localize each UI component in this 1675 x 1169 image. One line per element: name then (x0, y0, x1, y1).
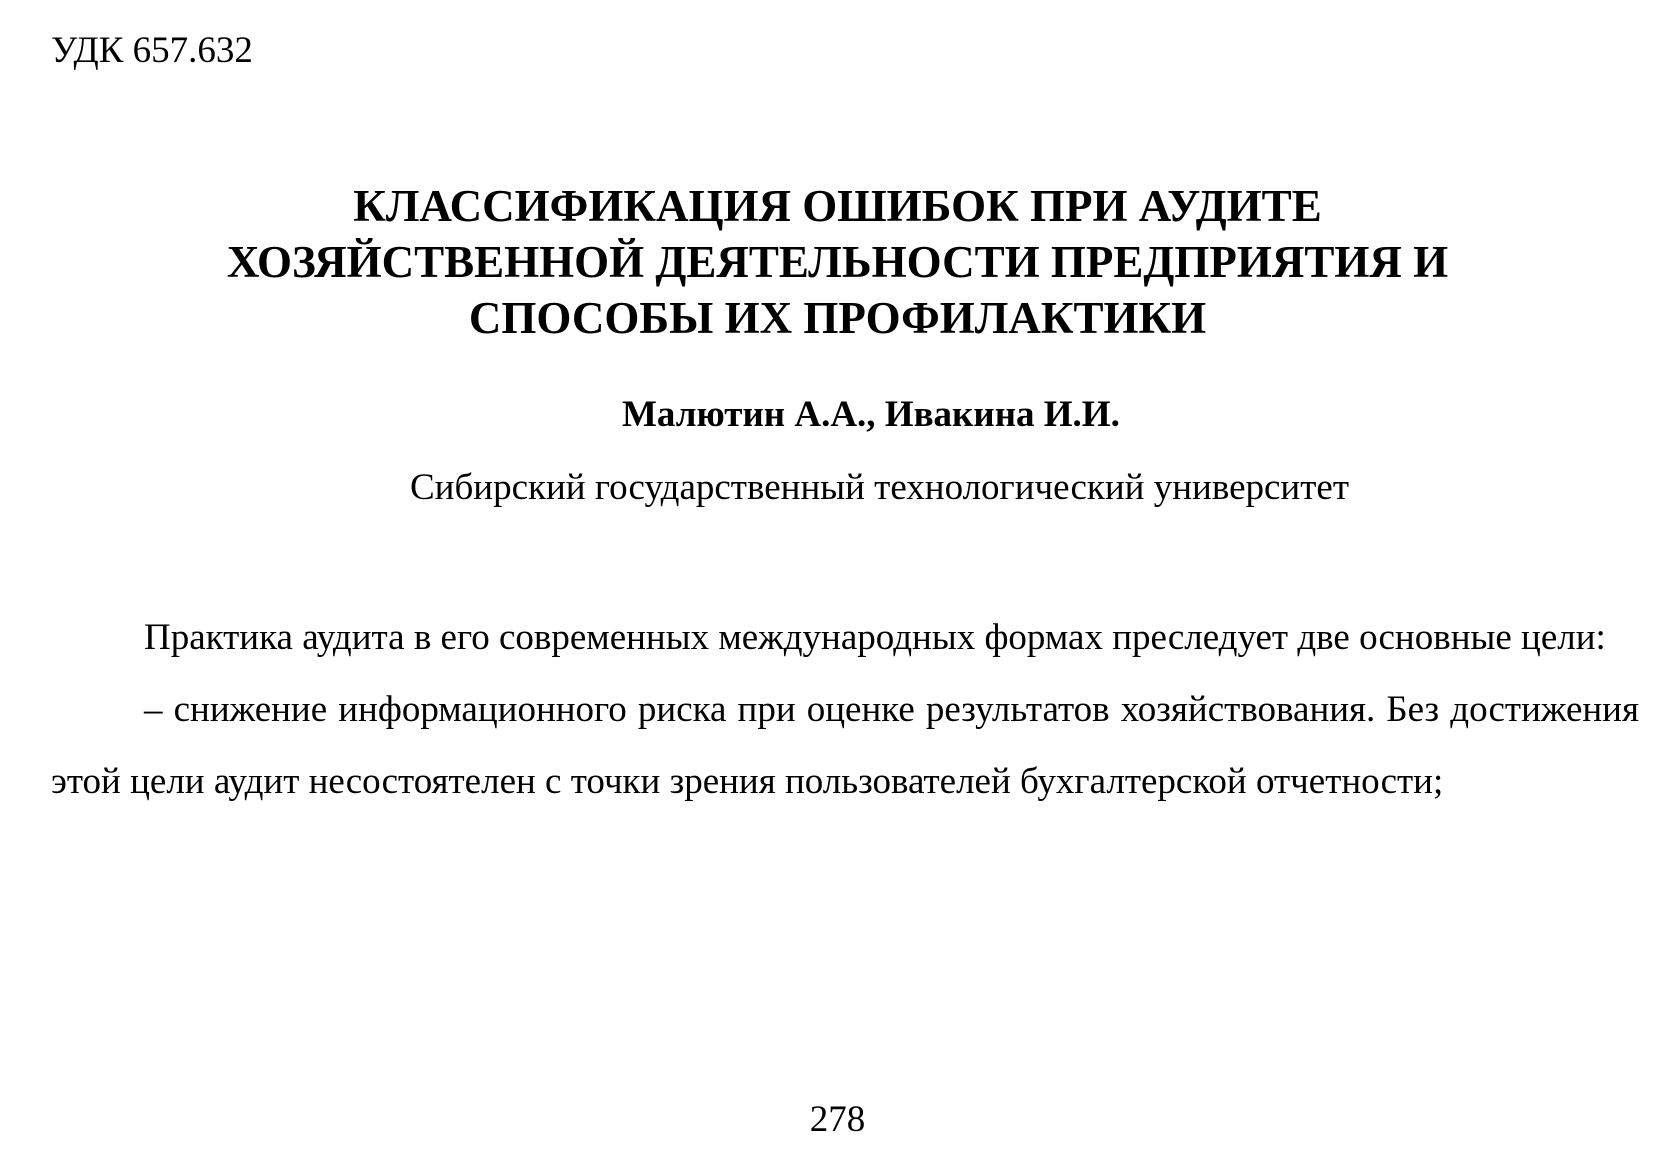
paragraph-2: – снижение информационного риска при оценке результатов хозяйствования. Без достижения этой цели аудит несостоятелен с точки зрения пользователей бухгалтерской отчетности; (51, 689, 1639, 802)
page-number: 278 (809, 1099, 866, 1140)
article-title (60, 178, 1615, 346)
body-text (51, 602, 1639, 818)
title-line-3: СПОСОБЫ ИХ ПРОФИЛАКТИКИ (468, 293, 1207, 343)
udk-code: УДК 657.632 (51, 30, 253, 71)
title-line-2: ХОЗЯЙСТВЕННОЙ ДЕЯТЕЛЬНОСТИ ПРЕДПРИЯТИЯ И (226, 237, 1449, 287)
authors: Малютин А.А., Ивакина И.И. (622, 394, 1120, 435)
title-line-1: КЛАССИФИКАЦИЯ ОШИБОК ПРИ АУДИТЕ (353, 181, 1322, 231)
affiliation: Сибирский государственный технологический университет (410, 467, 1349, 508)
paragraph-1: Практика аудита в его современных международных формах преследует две основные цели: (144, 617, 1606, 658)
